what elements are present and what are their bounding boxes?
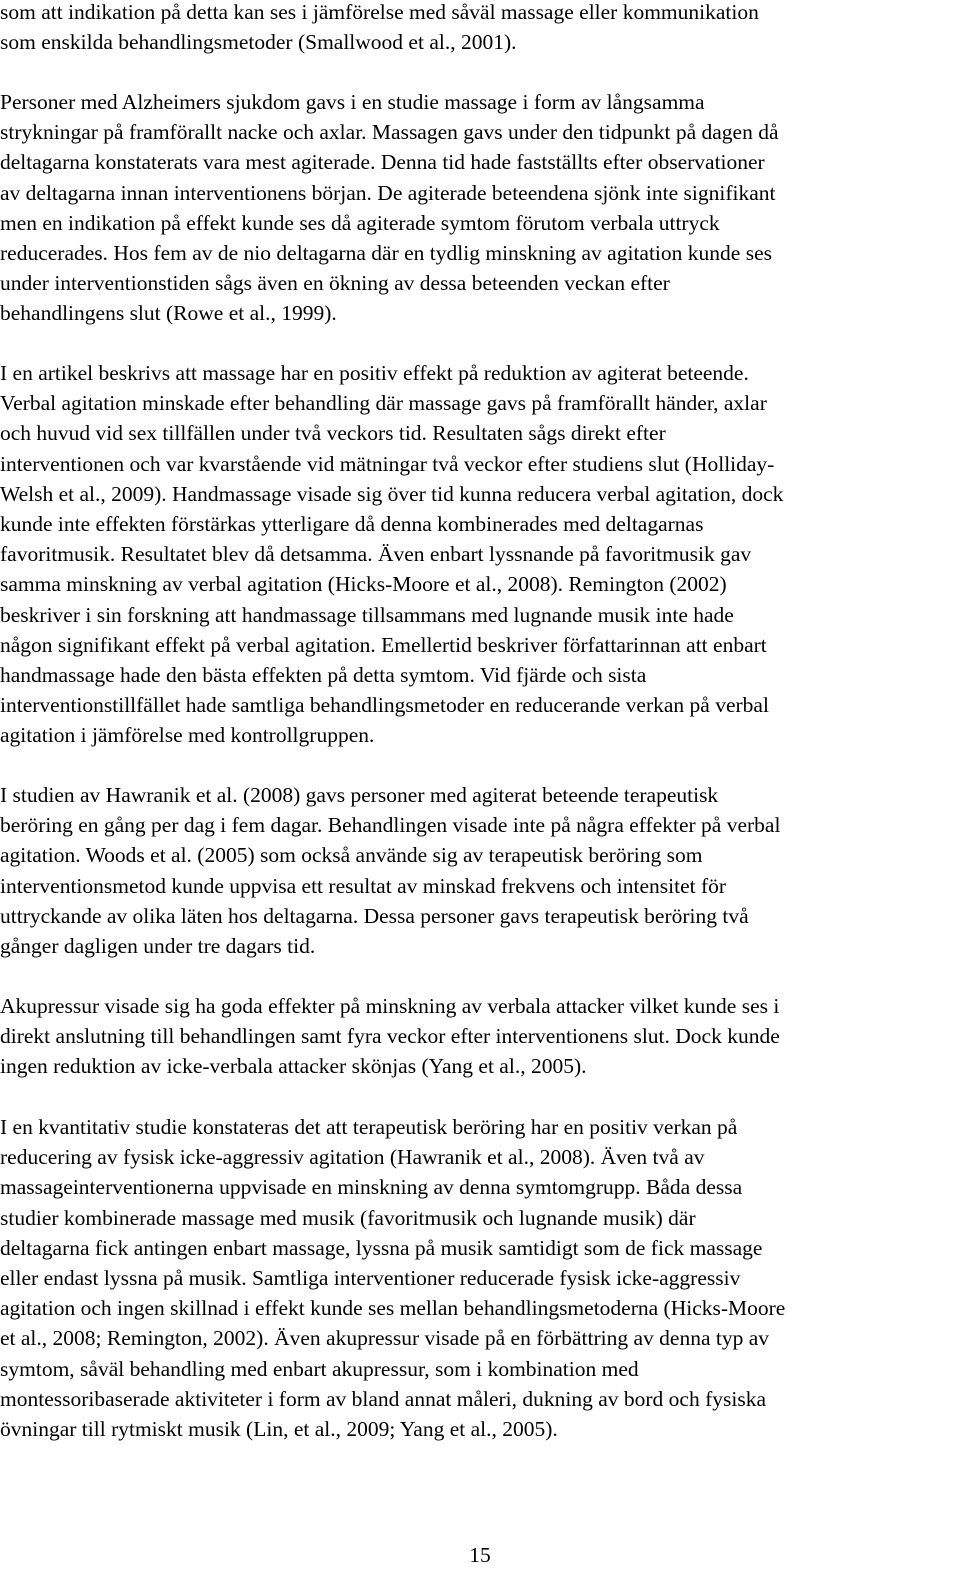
paragraph-6	[0, 1112, 960, 1444]
text-line: som att indikation på detta kan ses i jämförelse med såväl massage eller kommunikation	[0, 0, 759, 24]
text-line: interventionen och var kvarstående vid mätningar två veckor efter studiens slut (Holliday-	[0, 451, 775, 476]
text-line: behandlingens slut (Rowe et al., 1999).	[0, 301, 337, 326]
page-number: 15	[469, 1543, 491, 1567]
text-line: I en artikel beskrivs att massage har en positiv effekt på reduktion av agiterat beteende.	[0, 361, 749, 385]
text-line: et al., 2008; Remington, 2002). Även akupressur visade på en förbättring av denna typ av	[0, 1326, 770, 1351]
text-line: Akupressur visade sig ha goda effekter på minskning av verbala attacker vilket kunde ses i	[0, 994, 780, 1018]
paragraph-4	[0, 780, 960, 961]
text-line: någon signifikant effekt på verbal agitation. Emellertid beskriver författarinnan att enbart	[0, 632, 767, 657]
text-line: övningar till rytmiskt musik (Lin, et al., 2009; Yang et al., 2005).	[0, 1416, 558, 1441]
paragraph-3	[0, 358, 960, 750]
text-line: men en indikation på effekt kunde ses då agiterade symtom förutom verbala uttryck	[0, 210, 720, 235]
paragraph-2	[0, 87, 960, 329]
text-line: direkt anslutning till behandlingen samt fyra veckor efter interventionens slut. Dock kunde	[0, 1024, 780, 1049]
text-line: I studien av Hawranik et al. (2008) gavs personer med agiterat beteende terapeutisk	[0, 783, 719, 807]
text-line: interventionstillfället hade samtliga behandlingsmetoder en reducerande verkan på verbal	[0, 693, 769, 718]
text-line: reducering av fysisk icke-aggressiv agitation (Hawranik et al., 2008). Även två av	[0, 1145, 705, 1170]
text-line: montessoribaserade aktiviteter i form av bland annat måleri, dukning av bord och fysiska	[0, 1386, 767, 1411]
text-line: Welsh et al., 2009). Handmassage visade sig över tid kunna reducera verbal agitation, dock	[0, 481, 784, 506]
text-line: uttryckande av olika läten hos deltagarna. Dessa personer gavs terapeutisk beröring två	[0, 903, 749, 928]
text-line: deltagarna fick antingen enbart massage, lyssna på musik samtidigt som de fick massage	[0, 1235, 763, 1260]
text-line: av deltagarna innan interventionens början. De agiterade beteendena sjönk inte signifikant	[0, 180, 776, 205]
text-line: agitation och ingen skillnad i effekt kunde ses mellan behandlingsmetoderna (Hicks-Moore	[0, 1296, 786, 1321]
text-line: som enskilda behandlingsmetoder (Smallwood et al., 2001).	[0, 30, 517, 55]
text-line: kunde inte effekten förstärkas ytterligare då denna kombinerades med deltagarnas	[0, 511, 704, 536]
text-line: beröring en gång per dag i fem dagar. Behandlingen visade inte på några effekter på verbal	[0, 813, 781, 838]
text-line: beskriver i sin forskning att handmassage tillsammans med lugnande musik inte hade	[0, 602, 734, 627]
text-line: agitation. Woods et al. (2005) som också använde sig av terapeutisk beröring som	[0, 843, 703, 868]
text-line: reducerades. Hos fem av de nio deltagarna där en tydlig minskning av agitation kunde ses	[0, 240, 772, 265]
text-line: favoritmusik. Resultatet blev då detsamma. Även enbart lyssnande på favoritmusik gav	[0, 542, 752, 567]
text-line: I en kvantitativ studie konstateras det att terapeutisk beröring har en positiv verkan på	[0, 1115, 738, 1139]
paragraph-5	[0, 991, 960, 1082]
text-line: under interventionstiden sågs även en ökning av dessa beteenden veckan efter	[0, 271, 670, 296]
text-line: ingen reduktion av icke-verbala attacker skönjas (Yang et al., 2005).	[0, 1054, 587, 1079]
text-line: deltagarna konstaterats vara mest agiterade. Denna tid hade fastställts efter observationer	[0, 150, 765, 175]
text-line: symtom, såväl behandling med enbart akupressur, som i kombination med	[0, 1356, 639, 1381]
text-line: studier kombinerade massage med musik (favoritmusik och lugnande musik) där	[0, 1205, 696, 1230]
text-line: Personer med Alzheimers sjukdom gavs i en studie massage i form av långsamma	[0, 90, 705, 114]
text-line: eller endast lyssna på musik. Samtliga interventioner reducerade fysisk icke-aggressiv	[0, 1265, 741, 1290]
text-line: Verbal agitation minskade efter behandling där massage gavs på framförallt händer, axlar	[0, 391, 767, 416]
text-line: gånger dagligen under tre dagars tid.	[0, 933, 316, 958]
text-line: samma minskning av verbal agitation (Hicks-Moore et al., 2008). Remington (2002)	[0, 572, 727, 597]
text-line: agitation i jämförelse med kontrollgruppen.	[0, 723, 375, 748]
text-line: interventionsmetod kunde uppvisa ett resultat av minskad frekvens och intensitet för	[0, 873, 727, 898]
text-line: massageinterventionerna uppvisade en minskning av denna symtomgrupp. Båda dessa	[0, 1175, 743, 1200]
text-line: handmassage hade den bästa effekten på detta symtom. Vid fjärde och sista	[0, 662, 647, 687]
text-line: strykningar på framförallt nacke och axlar. Massagen gavs under den tidpunkt på dagen då	[0, 120, 779, 145]
text-line: och huvud vid sex tillfällen under två veckors tid. Resultaten sågs direkt efter	[0, 421, 666, 446]
paragraph-1	[0, 0, 960, 57]
